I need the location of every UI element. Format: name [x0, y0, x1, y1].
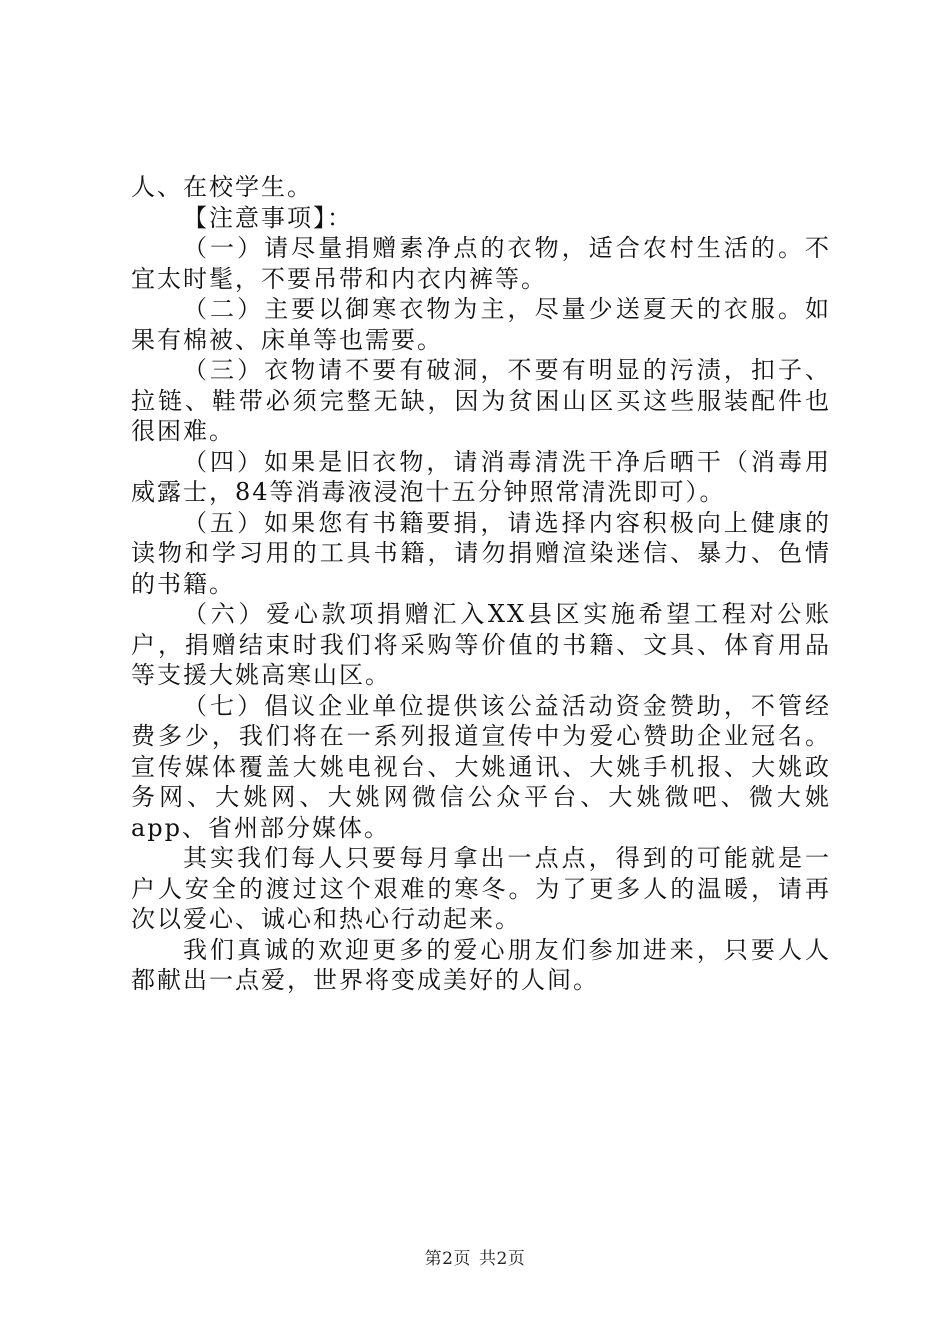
- page-number: 第2页: [424, 1249, 471, 1269]
- page-footer: [0, 1244, 950, 1269]
- closing-paragraph-1: 其实我们每人只要每月拿出一点点，得到的可能就是一户人安全的渡过这个艰难的寒冬。为了更多人的温暖，请再次以爱心、诚心和热心行动起来。: [131, 844, 831, 933]
- note-item-7: （七）倡议企业单位提供该公益活动资金赞助，不管经费多少，我们将在一系列报道宣传中为爱心赞助企业冠名。宣传媒体覆盖大姚电视台、大姚通讯、大姚手机报、大姚政务网、大姚网、大姚网微信公众平台、大姚微吧、微大姚app、省州部分媒体。: [131, 691, 831, 842]
- page-total: 共2页: [479, 1249, 526, 1269]
- continuation-line: 人、在校学生。: [131, 173, 313, 201]
- note-item-5: （五）如果您有书籍要捐，请选择内容积极向上健康的读物和学习用的工具书籍，请勿捐赠渲染迷信、暴力、色情的书籍。: [131, 508, 831, 598]
- note-item-4: （四）如果是旧衣物，请消毒清洗干净后晒干（消毒用威露士，84等消毒液浸泡十五分钟照常清洗即可）。: [131, 447, 831, 506]
- note-item-1: （一）请尽量捐赠素净点的衣物，适合农村生活的。不宜太时髦，不要吊带和内衣内裤等。: [131, 234, 831, 293]
- note-item-2: （二）主要以御寒衣物为主，尽量少送夏天的衣服。如果有棉被、床单等也需要。: [131, 295, 831, 354]
- note-item-6: （六）爱心款项捐赠汇入XX县区实施希望工程对公账户，捐赠结束时我们将采购等价值的书籍、文具、体育用品等支援大姚高寒山区。: [131, 600, 831, 689]
- closing-paragraph-2: 我们真诚的欢迎更多的爱心朋友们参加进来，只要人人都献出一点爱，世界将变成美好的人间。: [131, 935, 831, 994]
- note-item-3: （三）衣物请不要有破洞，不要有明显的污渍，扣子、拉链、鞋带必须完整无缺，因为贫困山区买这些服装配件也很困难。: [131, 356, 831, 445]
- document-body: [131, 172, 831, 996]
- section-heading-notes: 【注意事项】：: [183, 203, 353, 232]
